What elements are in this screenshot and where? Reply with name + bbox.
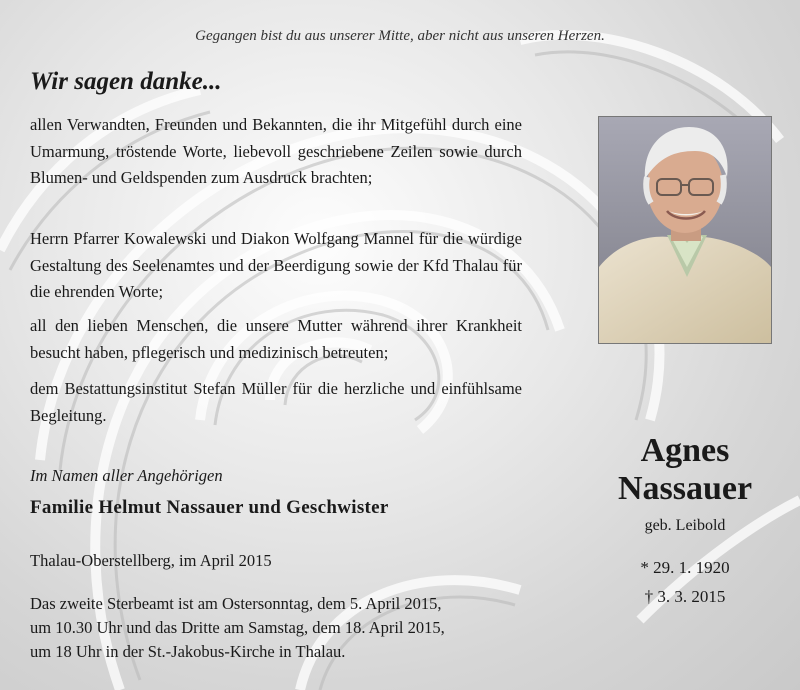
thanks-paragraph: allen Verwandten, Freunden und Bekannten, die ihr Mitgefühl durch eine Umarmung, tröstende Worte, liebevoll geschriebene Zeilen sowie durch Blumen- und Geldspenden zum Ausdruck brachten;	[30, 115, 522, 187]
birth-date: * 29. 1. 1920	[640, 558, 730, 577]
memorial-services	[30, 592, 540, 664]
signature-intro: Im Namen aller Angehörigen	[30, 466, 223, 485]
deceased-name	[560, 432, 800, 508]
services-line: um 18 Uhr in der St.-Jakobus-Kirche in Thalau.	[30, 642, 346, 661]
signature-family: Familie Helmut Nassauer und Geschwister	[30, 497, 389, 518]
services-line: Das zweite Sterbeamt ist am Ostersonntag, dem 5. April 2015,	[30, 594, 442, 613]
thanks-paragraph: all den lieben Menschen, die unsere Mutter während ihrer Krankheit besucht haben, pflegerisch und medizinisch betreuten;	[30, 316, 522, 362]
last-name: Nassauer	[617, 470, 753, 507]
services-line: um 10.30 Uhr und das Dritte am Samstag, dem 18. April 2015,	[30, 618, 445, 637]
motto: Gegangen bist du aus unserer Mitte, aber nicht aus unseren Herzen.	[195, 28, 605, 44]
thanks-paragraph: dem Bestattungsinstitut Stefan Müller für die herzliche und einfühlsame Begleitung.	[30, 379, 522, 425]
portrait-illustration	[599, 117, 771, 343]
birth-name: geb. Leibold	[644, 517, 726, 534]
thanks-paragraph: Herrn Pfarrer Kowalewski und Diakon Wolfgang Mannel für die würdige Gestaltung des Seelenamtes und der Beerdigung sowie der Kfd Thalau für die ehrenden Worte;	[30, 229, 522, 301]
thank-you-heading: Wir sagen danke...	[30, 68, 222, 95]
first-name: Agnes	[640, 432, 730, 469]
place-date: Thalau-Oberstellberg, im April 2015	[30, 551, 272, 570]
portrait-photo	[598, 116, 772, 344]
death-date: † 3. 3. 2015	[644, 587, 726, 606]
